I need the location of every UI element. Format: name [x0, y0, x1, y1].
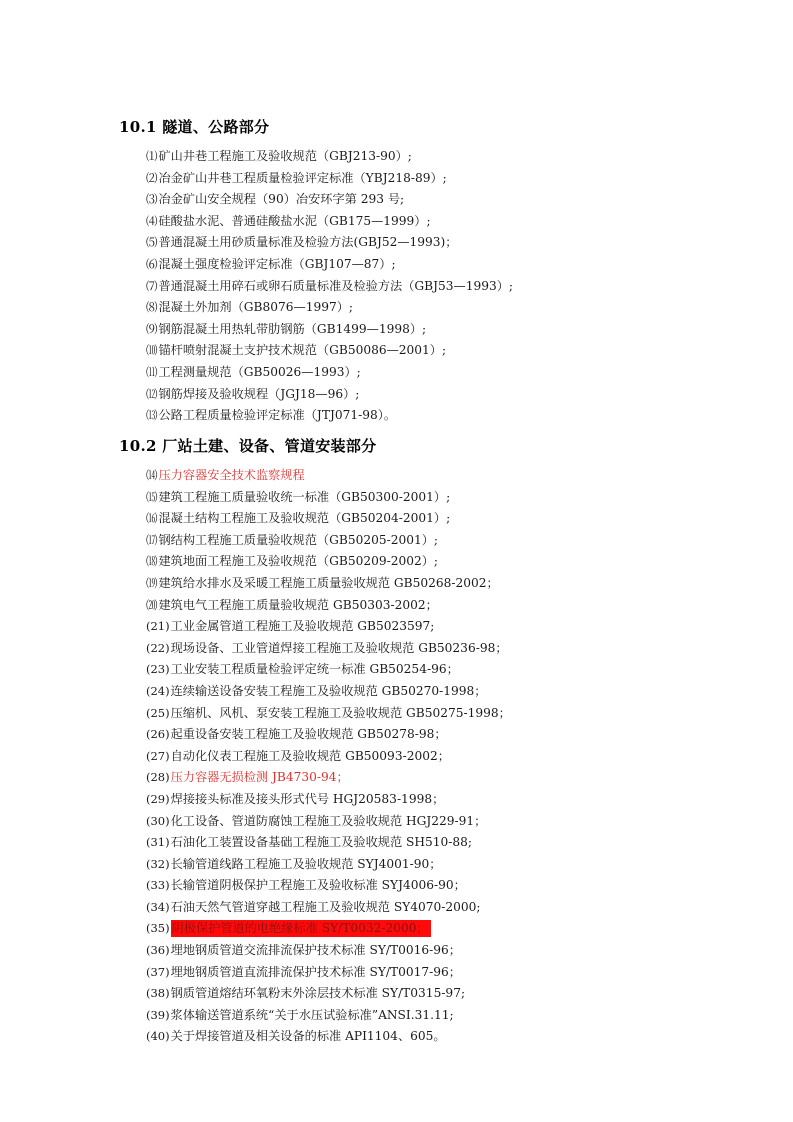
- section-heading-tunnel-road: 10.1 隧道、公路部分: [119, 118, 270, 136]
- item-number: ⒁: [146, 468, 158, 482]
- item-text: 起重设备安装工程施工及验收规范 GB50278-98；: [170, 727, 447, 742]
- list-item: [146, 276, 513, 298]
- list-item: [146, 551, 511, 573]
- item-number: (38): [146, 986, 170, 1001]
- item-number: (35): [146, 921, 170, 936]
- item-text: 普通混凝土用碎石或卵石质量标准及检验方法（GBJ53—1993）;: [158, 278, 514, 293]
- list-item: [146, 168, 513, 190]
- item-number: ⑽: [146, 343, 158, 358]
- item-number: ⒀: [146, 408, 158, 423]
- item-text: 浆体输送管道系统“关于水压试验标准”ANSI.31.11;: [170, 1007, 454, 1022]
- list-item: [146, 616, 511, 638]
- list-item: [146, 703, 511, 725]
- item-text: 自动化仪表工程施工及验收规范 GB50093-2002；: [170, 748, 450, 763]
- item-text: 压缩机、风机、泵安装工程施工及验收规范 GB50275-1998；: [170, 705, 511, 720]
- item-text: 现场设备、工业管道焊接工程施工及验收规范 GB50236-98；: [170, 640, 508, 655]
- item-number: ⑸: [146, 235, 158, 250]
- item-text: 长输管道线路工程施工及验收规范 SYJ4001-90；: [170, 856, 442, 871]
- list-item: [146, 832, 511, 854]
- item-text: 建筑电气工程施工质量验收规范 GB50303-2002；: [158, 597, 438, 612]
- item-text: 钢筋混凝土用热轧带肋钢筋（GB1499—1998）;: [158, 321, 427, 336]
- item-number: (40): [146, 1029, 170, 1044]
- item-number: (39): [146, 1007, 170, 1022]
- item-number: (21): [146, 619, 170, 634]
- item-number: (27): [146, 748, 170, 763]
- list-item: [146, 487, 511, 509]
- item-number: (37): [146, 964, 170, 979]
- item-text: 公路工程质量检验评定标准（JTJ071-98）。: [158, 408, 397, 423]
- item-text: 建筑工程施工质量验收统一标准（GB50300-2001）;: [158, 489, 451, 504]
- list-item: [146, 530, 511, 552]
- item-text: 石油天然气管道穿越工程施工及验收规范 SY4070-2000;: [170, 899, 481, 914]
- list-item: [146, 962, 511, 984]
- item-number: (32): [146, 856, 170, 871]
- item-number: (31): [146, 835, 170, 850]
- list-item: [146, 940, 511, 962]
- item-number: (26): [146, 727, 170, 742]
- item-number: ⑶: [146, 192, 158, 207]
- item-number: (28): [146, 770, 170, 785]
- item-number: ⒂: [146, 489, 158, 504]
- item-number: (29): [146, 791, 170, 806]
- list-item: [146, 319, 513, 341]
- item-text: 混凝土结构工程施工及验收规范（GB50204-2001）;: [158, 511, 451, 526]
- list-item: [146, 918, 511, 940]
- item-text: 混凝土强度检验评定标准（GBJ107—87）;: [158, 256, 396, 271]
- item-text: 关于焊接管道及相关设备的标准 API1104、605。: [170, 1029, 446, 1044]
- item-number: ⑾: [146, 364, 158, 379]
- item-number: (25): [146, 705, 170, 720]
- item-text: 普通混凝土用砂质量标准及检验方法(GBJ52—1993)；: [158, 235, 458, 250]
- item-number: (24): [146, 683, 170, 698]
- list-item: [146, 232, 513, 254]
- item-number: ⒆: [146, 575, 158, 590]
- list-item: [146, 767, 511, 789]
- item-text: 工业金属管道工程施工及验收规范 GB5023597;: [170, 619, 435, 634]
- list-item: [146, 573, 511, 595]
- item-number: ⑷: [146, 213, 158, 228]
- item-number: ⒅: [146, 554, 158, 569]
- item-number: ⑼: [146, 321, 158, 336]
- item-number: (33): [146, 878, 170, 893]
- item-number: ⒄: [146, 532, 158, 547]
- list-item: [146, 875, 511, 897]
- item-number: (36): [146, 943, 170, 958]
- list-item: [146, 340, 513, 362]
- item-text: 化工设备、管道防腐蚀工程施工及验收规范 HGJ229-91；: [170, 813, 487, 828]
- list-item: [146, 1026, 511, 1048]
- list-item: [146, 297, 513, 319]
- list-item: [146, 384, 513, 406]
- item-text: 建筑地面工程施工及验收规范（GB50209-2002）;: [158, 554, 439, 569]
- item-text: 焊接接头标准及接头形式代号 HGJ20583-1998；: [170, 791, 445, 806]
- list-item: [146, 681, 511, 703]
- list-item: [146, 595, 511, 617]
- red-item-text: 压力容器安全技术监察规程: [158, 468, 305, 482]
- item-text: 工业安装工程质量检验评定统一标准 GB50254-96；: [170, 662, 459, 677]
- list-item: [146, 983, 511, 1005]
- item-number: (30): [146, 813, 170, 828]
- item-number: ⑿: [146, 386, 158, 401]
- list-item: [146, 854, 511, 876]
- list-item: [146, 254, 513, 276]
- red-item-text: 压力容器无损检测 JB4730-94；: [170, 770, 349, 785]
- item-number: ⑴: [146, 149, 158, 163]
- item-text: 埋地钢质管道直流排流保护技术标准 SY/T0017-96；: [170, 964, 461, 979]
- list-item: [146, 724, 511, 746]
- list-item: [146, 189, 513, 211]
- item-text: 钢筋焊接及验收规程（JGJ18—96）;: [158, 386, 360, 401]
- item-number: ⒃: [146, 511, 158, 526]
- item-number: (23): [146, 662, 170, 677]
- item-number: ⑻: [146, 300, 158, 315]
- item-text: 矿山井巷工程施工及验收规范（GBJ213-90）;: [158, 149, 412, 163]
- item-text: 锚杆喷射混凝土支护技术规范（GB50086—2001）;: [158, 343, 447, 358]
- item-text: 石油化工装置设备基础工程施工及验收规范 SH510-88;: [170, 835, 473, 850]
- item-text: 冶金矿山安全规程（90）冶安环字第 293 号;: [158, 192, 405, 207]
- item-number: ⑺: [146, 278, 158, 293]
- item-text: 工程测量规范（GB50026—1993）;: [158, 364, 361, 379]
- standards-list-plant-equipment-piping: [146, 465, 511, 1048]
- list-item: [146, 789, 511, 811]
- item-text: 硅酸盐水泥、普通硅酸盐水泥（GB175—1999）;: [158, 213, 431, 228]
- list-item: [146, 211, 513, 233]
- item-text: 建筑给水排水及采暖工程施工质量验收规范 GB50268-2002；: [158, 575, 499, 590]
- section-heading-plant-equipment-piping: 10.2 厂站土建、设备、管道安装部分: [119, 437, 377, 455]
- item-number: (34): [146, 899, 170, 914]
- list-item: [146, 811, 511, 833]
- item-number: (22): [146, 640, 170, 655]
- item-number: ⑵: [146, 170, 158, 185]
- list-item: [146, 405, 513, 427]
- list-item: [146, 362, 513, 384]
- standards-list-tunnel-road: [146, 146, 513, 427]
- list-item: [146, 897, 511, 919]
- list-item: [146, 659, 511, 681]
- list-item: [146, 746, 511, 768]
- item-text: 钢质管道熔结环氧粉末外涂层技术标准 SY/T0315-97;: [170, 986, 466, 1001]
- list-item: [146, 638, 511, 660]
- item-text: 冶金矿山井巷工程质量检验评定标准（YBJ218-89）;: [158, 170, 447, 185]
- item-text: 埋地钢质管道交流排流保护技术标准 SY/T0016-96；: [170, 943, 461, 958]
- list-item: [146, 146, 513, 168]
- item-text: 连续输送设备安装工程施工及验收规范 GB50270-1998；: [170, 683, 487, 698]
- highlighted-item-text: 阴极保护管道的电绝缘标准 SY/T0032-2000；: [171, 921, 429, 936]
- list-item: [146, 465, 511, 487]
- item-text: 混凝土外加剂（GB8076—1997）;: [158, 300, 354, 315]
- item-number: ⑹: [146, 256, 158, 271]
- item-text: 钢结构工程施工质量验收规范（GB50205-2001）;: [158, 532, 439, 547]
- list-item: [146, 508, 511, 530]
- item-number: ⒇: [146, 597, 158, 612]
- list-item: [146, 1005, 511, 1027]
- item-text: 长输管道阴极保护工程施工及验收标准 SYJ4006-90；: [170, 878, 466, 893]
